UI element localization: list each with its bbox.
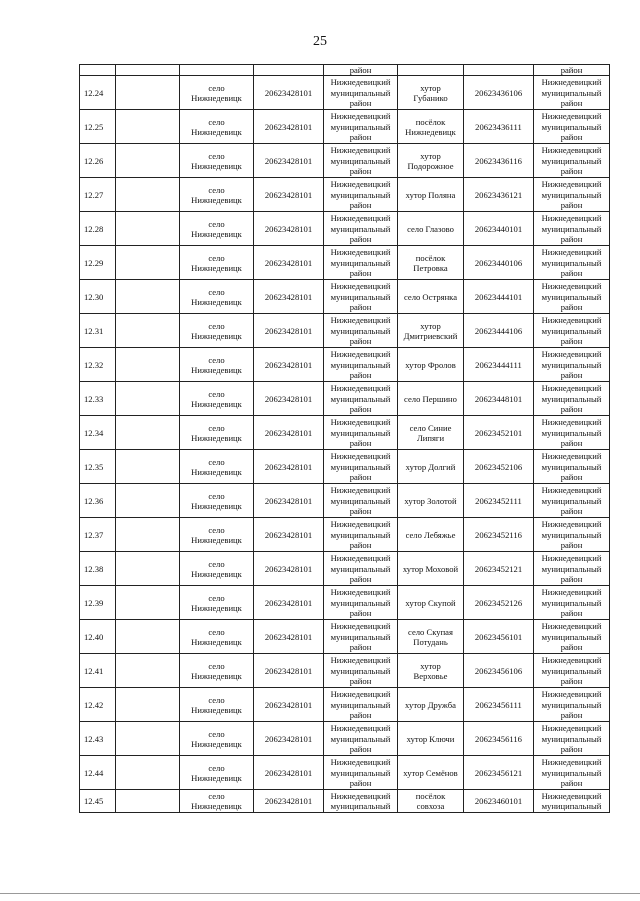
locality-oktmo-cell: 20623452111 (464, 484, 534, 518)
locality-cell: село Синие Липяги (398, 416, 464, 450)
district-cell: Нижнедевицкий муниципальный район (324, 552, 398, 586)
empty-cell (116, 450, 180, 484)
empty-cell (116, 246, 180, 280)
locality-oktmo-cell: 20623448101 (464, 382, 534, 416)
table-row (80, 552, 610, 586)
locality-district-cell: Нижнедевицкий муниципальный район (534, 688, 610, 722)
locality-cell: село Скупая Потудань (398, 620, 464, 654)
settlement-cell: село Нижнедевицк (180, 450, 254, 484)
locality-oktmo-cell: 20623456101 (464, 620, 534, 654)
empty-cell (116, 76, 180, 110)
district-cell: Нижнедевицкий муниципальный район (324, 756, 398, 790)
locality-district-cell: Нижнедевицкий муниципальный район (534, 552, 610, 586)
oktmo-code-cell: 20623428101 (254, 586, 324, 620)
locality-oktmo-cell: 20623456121 (464, 756, 534, 790)
table-row (80, 620, 610, 654)
locality-district-cell: Нижнедевицкий муниципальный район (534, 348, 610, 382)
table-row (80, 756, 610, 790)
empty-cell (116, 722, 180, 756)
locality-district-cell: Нижнедевицкий муниципальный район (534, 722, 610, 756)
oktmo-code-cell: 20623428101 (254, 314, 324, 348)
oktmo-code-cell: 20623428101 (254, 144, 324, 178)
district-cell: Нижнедевицкий муниципальный район (324, 586, 398, 620)
locality-oktmo-cell: 20623452116 (464, 518, 534, 552)
locality-oktmo-cell: 20623456116 (464, 722, 534, 756)
fragment-cell (398, 65, 464, 76)
empty-cell (116, 110, 180, 144)
table-row (80, 586, 610, 620)
settlement-cell: село Нижнедевицк (180, 484, 254, 518)
row-number-cell: 12.37 (80, 518, 116, 552)
oktmo-code-cell: 20623428101 (254, 552, 324, 586)
empty-cell (116, 790, 180, 813)
table-row (80, 654, 610, 688)
empty-cell (116, 654, 180, 688)
settlement-cell: село Нижнедевицк (180, 688, 254, 722)
locality-oktmo-cell: 20623452121 (464, 552, 534, 586)
empty-cell (116, 212, 180, 246)
locality-oktmo-cell: 20623452101 (464, 416, 534, 450)
locality-district-cell: Нижнедевицкий муниципальный район (534, 246, 610, 280)
locality-oktmo-cell: 20623456106 (464, 654, 534, 688)
oktmo-code-cell: 20623428101 (254, 280, 324, 314)
empty-cell (116, 586, 180, 620)
locality-district-cell: Нижнедевицкий муниципальный район (534, 314, 610, 348)
settlement-cell: село Нижнедевицк (180, 586, 254, 620)
empty-cell (116, 484, 180, 518)
row-number-cell: 12.35 (80, 450, 116, 484)
locality-district-cell: Нижнедевицкий муниципальный район (534, 654, 610, 688)
locality-district-cell: Нижнедевицкий муниципальный район (534, 586, 610, 620)
row-number-cell: 12.41 (80, 654, 116, 688)
row-number-cell: 12.39 (80, 586, 116, 620)
locality-cell: хутор Подорожное (398, 144, 464, 178)
empty-cell (116, 620, 180, 654)
table-row (80, 688, 610, 722)
empty-cell (116, 178, 180, 212)
district-cell: Нижнедевицкий муниципальный район (324, 314, 398, 348)
oktmo-code-cell: 20623428101 (254, 620, 324, 654)
locality-cell: хутор Верховье (398, 654, 464, 688)
locality-district-cell: Нижнедевицкий муниципальный район (534, 756, 610, 790)
oktmo-code-cell: 20623428101 (254, 450, 324, 484)
page-bottom-rule (0, 893, 640, 894)
settlement-cell: село Нижнедевицк (180, 518, 254, 552)
settlement-cell: село Нижнедевицк (180, 552, 254, 586)
locality-cell: хутор Дмитриевский (398, 314, 464, 348)
table-row (80, 722, 610, 756)
table-row (80, 314, 610, 348)
settlement-cell: село Нижнедевицк (180, 212, 254, 246)
oktmo-code-cell: 20623428101 (254, 722, 324, 756)
table-row (80, 212, 610, 246)
table-row (80, 110, 610, 144)
locality-oktmo-cell: 20623452106 (464, 450, 534, 484)
row-number-cell: 12.34 (80, 416, 116, 450)
settlement-cell: село Нижнедевицк (180, 110, 254, 144)
locality-cell: хутор Ключи (398, 722, 464, 756)
row-number-cell: 12.25 (80, 110, 116, 144)
oktmo-code-cell: 20623428101 (254, 756, 324, 790)
settlement-cell: село Нижнедевицк (180, 654, 254, 688)
oktmo-code-cell: 20623428101 (254, 484, 324, 518)
locality-district-cell: Нижнедевицкий муниципальный (534, 790, 610, 813)
locality-district-cell: Нижнедевицкий муниципальный район (534, 110, 610, 144)
empty-cell (116, 280, 180, 314)
district-cell: Нижнедевицкий муниципальный район (324, 178, 398, 212)
table-row (80, 246, 610, 280)
district-cell: Нижнедевицкий муниципальный район (324, 416, 398, 450)
oktmo-code-cell: 20623428101 (254, 76, 324, 110)
locality-cell: хутор Золотой (398, 484, 464, 518)
locality-district-cell: Нижнедевицкий муниципальный район (534, 620, 610, 654)
locality-cell: посёлок Петровка (398, 246, 464, 280)
table-row (80, 382, 610, 416)
locality-oktmo-cell: 20623436116 (464, 144, 534, 178)
locality-cell: село Першино (398, 382, 464, 416)
table-row (80, 348, 610, 382)
settlement-cell: село Нижнедевицк (180, 144, 254, 178)
settlement-cell: село Нижнедевицк (180, 756, 254, 790)
oktmo-code-cell: 20623428101 (254, 212, 324, 246)
row-number-cell: 12.32 (80, 348, 116, 382)
locality-oktmo-cell: 20623436111 (464, 110, 534, 144)
locality-oktmo-cell: 20623440101 (464, 212, 534, 246)
oktmo-code-cell: 20623428101 (254, 654, 324, 688)
locality-district-cell: Нижнедевицкий муниципальный район (534, 518, 610, 552)
oktmo-code-cell: 20623428101 (254, 246, 324, 280)
oktmo-code-cell: 20623428101 (254, 178, 324, 212)
empty-cell (116, 756, 180, 790)
settlement-cell: село Нижнедевицк (180, 416, 254, 450)
locality-cell: село Острянка (398, 280, 464, 314)
district-cell: Нижнедевицкий муниципальный район (324, 144, 398, 178)
table-row (80, 144, 610, 178)
empty-cell (116, 518, 180, 552)
oktmo-code-cell: 20623428101 (254, 348, 324, 382)
settlement-cell: село Нижнедевицк (180, 620, 254, 654)
locality-cell: хутор Фролов (398, 348, 464, 382)
district-cell: Нижнедевицкий муниципальный (324, 790, 398, 813)
locality-oktmo-cell: 20623436121 (464, 178, 534, 212)
row-number-cell: 12.29 (80, 246, 116, 280)
settlement-cell: село Нижнедевицк (180, 382, 254, 416)
row-number-cell: 12.38 (80, 552, 116, 586)
district-cell: Нижнедевицкий муниципальный район (324, 654, 398, 688)
district-cell: Нижнедевицкий муниципальный район (324, 348, 398, 382)
locality-district-cell: Нижнедевицкий муниципальный район (534, 416, 610, 450)
row-number-cell: 12.42 (80, 688, 116, 722)
locality-district-cell: Нижнедевицкий муниципальный район (534, 212, 610, 246)
settlement-cell: село Нижнедевицк (180, 178, 254, 212)
row-number-cell: 12.24 (80, 76, 116, 110)
fragment-cell (180, 65, 254, 76)
locality-district-cell: Нижнедевицкий муниципальный район (534, 280, 610, 314)
locality-cell: посёлок совхоза (398, 790, 464, 813)
locality-oktmo-cell: 20623436106 (464, 76, 534, 110)
row-number-cell: 12.40 (80, 620, 116, 654)
locality-cell: посёлок Нижнедевицк (398, 110, 464, 144)
district-cell: Нижнедевицкий муниципальный район (324, 110, 398, 144)
district-cell: Нижнедевицкий муниципальный район (324, 382, 398, 416)
row-number-cell: 12.33 (80, 382, 116, 416)
table-row (80, 280, 610, 314)
row-number-cell: 12.27 (80, 178, 116, 212)
row-number-cell: 12.44 (80, 756, 116, 790)
district-cell: Нижнедевицкий муниципальный район (324, 518, 398, 552)
locality-cell: хутор Долгий (398, 450, 464, 484)
locality-cell: хутор Семёнов (398, 756, 464, 790)
table-row (80, 416, 610, 450)
table-row (80, 518, 610, 552)
locality-oktmo-cell: 20623444106 (464, 314, 534, 348)
table-row-fragment-top (80, 65, 610, 76)
locality-district-cell: Нижнедевицкий муниципальный район (534, 178, 610, 212)
locality-oktmo-cell: 20623460101 (464, 790, 534, 813)
district-cell: Нижнедевицкий муниципальный район (324, 620, 398, 654)
empty-cell (116, 552, 180, 586)
empty-cell (116, 416, 180, 450)
locality-cell: село Лебяжье (398, 518, 464, 552)
row-number-cell: 12.36 (80, 484, 116, 518)
settlement-cell: село Нижнедевицк (180, 76, 254, 110)
locality-cell: село Глазово (398, 212, 464, 246)
table-row (80, 450, 610, 484)
oktmo-code-cell: 20623428101 (254, 688, 324, 722)
fragment-cell (464, 65, 534, 76)
fragment-cell: район (324, 65, 398, 76)
fragment-cell (80, 65, 116, 76)
oktmo-code-cell: 20623428101 (254, 416, 324, 450)
empty-cell (116, 382, 180, 416)
locality-oktmo-cell: 20623456111 (464, 688, 534, 722)
oktmo-code-cell: 20623428101 (254, 110, 324, 144)
settlement-cell: село Нижнедевицк (180, 348, 254, 382)
row-number-cell: 12.28 (80, 212, 116, 246)
settlement-cell: село Нижнедевицк (180, 314, 254, 348)
locality-cell: хутор Поляна (398, 178, 464, 212)
fragment-cell (254, 65, 324, 76)
locality-oktmo-cell: 20623452126 (464, 586, 534, 620)
fragment-cell: район (534, 65, 610, 76)
row-number-cell: 12.31 (80, 314, 116, 348)
row-number-cell: 12.45 (80, 790, 116, 813)
district-cell: Нижнедевицкий муниципальный район (324, 722, 398, 756)
locality-district-cell: Нижнедевицкий муниципальный район (534, 382, 610, 416)
row-number-cell: 12.43 (80, 722, 116, 756)
empty-cell (116, 314, 180, 348)
locality-district-cell: Нижнедевицкий муниципальный район (534, 144, 610, 178)
district-cell: Нижнедевицкий муниципальный район (324, 76, 398, 110)
district-cell: Нижнедевицкий муниципальный район (324, 280, 398, 314)
table-row (80, 76, 610, 110)
locality-cell: хутор Дружба (398, 688, 464, 722)
district-cell: Нижнедевицкий муниципальный район (324, 212, 398, 246)
row-number-cell: 12.26 (80, 144, 116, 178)
oktmo-code-cell: 20623428101 (254, 382, 324, 416)
locality-district-cell: Нижнедевицкий муниципальный район (534, 484, 610, 518)
empty-cell (116, 688, 180, 722)
oktmo-code-cell: 20623428101 (254, 790, 324, 813)
settlement-registry-table (79, 64, 610, 813)
district-cell: Нижнедевицкий муниципальный район (324, 688, 398, 722)
settlement-cell: село Нижнедевицк (180, 246, 254, 280)
locality-district-cell: Нижнедевицкий муниципальный район (534, 76, 610, 110)
locality-oktmo-cell: 20623440106 (464, 246, 534, 280)
district-cell: Нижнедевицкий муниципальный район (324, 450, 398, 484)
locality-district-cell: Нижнедевицкий муниципальный район (534, 450, 610, 484)
locality-oktmo-cell: 20623444101 (464, 280, 534, 314)
settlement-cell: село Нижнедевицк (180, 722, 254, 756)
empty-cell (116, 144, 180, 178)
table-row (80, 484, 610, 518)
locality-cell: хутор Скупой (398, 586, 464, 620)
table-row-fragment-bottom (80, 790, 610, 813)
table-body (80, 65, 610, 813)
empty-cell (116, 348, 180, 382)
district-cell: Нижнедевицкий муниципальный район (324, 246, 398, 280)
table-row (80, 178, 610, 212)
fragment-cell (116, 65, 180, 76)
settlement-cell: село Нижнедевицк (180, 280, 254, 314)
page-number: 25 (313, 34, 327, 49)
locality-oktmo-cell: 20623444111 (464, 348, 534, 382)
settlement-cell: село Нижнедевицк (180, 790, 254, 813)
oktmo-code-cell: 20623428101 (254, 518, 324, 552)
row-number-cell: 12.30 (80, 280, 116, 314)
locality-cell: хутор Губанико (398, 76, 464, 110)
district-cell: Нижнедевицкий муниципальный район (324, 484, 398, 518)
locality-cell: хутор Моховой (398, 552, 464, 586)
